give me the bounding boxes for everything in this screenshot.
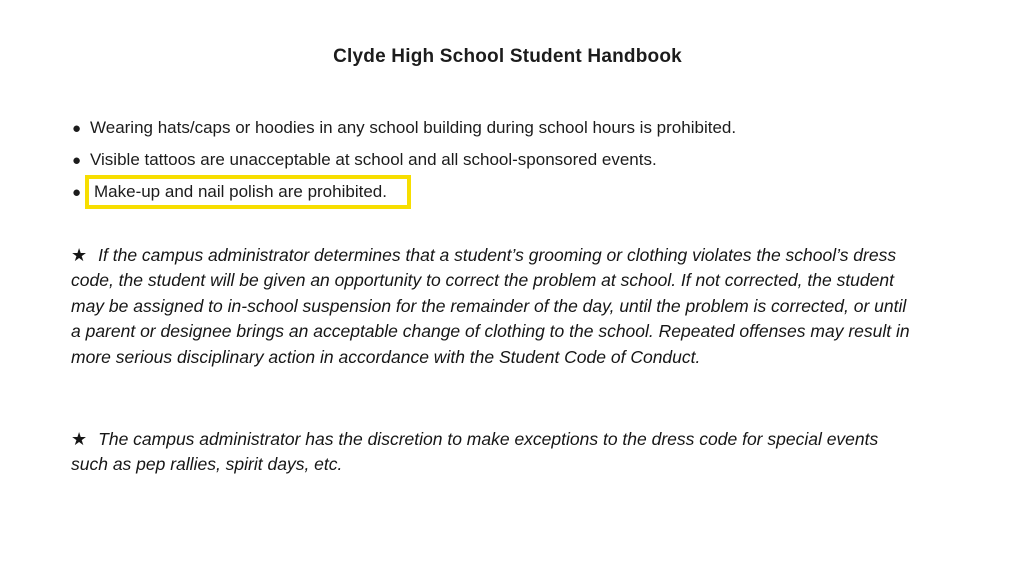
list-item	[72, 112, 942, 144]
bullet-icon: ●	[72, 119, 82, 137]
policy-paragraph-exceptions	[71, 427, 913, 478]
bullet-icon: ●	[72, 151, 82, 169]
list-item	[72, 176, 942, 208]
bullet-text-makeup: Make-up and nail polish are prohibited.	[94, 182, 387, 201]
star-bullet-icon: ★	[71, 245, 88, 265]
bullet-text-tattoos: Visible tattoos are unacceptable at school and all school-sponsored events.	[90, 150, 657, 169]
policy-paragraph-exceptions-text: The campus administrator has the discretion to make exceptions to the dress code for special events such as pep rallies, spirit days, etc.	[71, 429, 879, 475]
policy-paragraph-violation	[71, 243, 913, 370]
dress-code-bullet-list	[72, 112, 942, 208]
bullet-icon: ●	[72, 183, 82, 201]
bullet-text-hats: Wearing hats/caps or hoodies in any school building during school hours is prohibited.	[90, 118, 737, 137]
list-item	[72, 144, 942, 176]
highlight-annotation-box	[85, 175, 411, 209]
star-bullet-icon: ★	[71, 429, 88, 449]
page-title: Clyde High School Student Handbook	[333, 46, 682, 67]
policy-paragraph-violation-text: If the campus administrator determines that a student’s grooming or clothing violates the school’s dress code, the student will be given an opportunity to correct the problem at school. If not corrected, the student may be assigned to in-school suspension for the remainder of the day, until the problem is corrected, or until a parent or designee brings an acceptable change of clothing to the school. Repeated offenses may result in more serious disciplinary action in accordance with the Student Code of Conduct.	[71, 245, 910, 367]
